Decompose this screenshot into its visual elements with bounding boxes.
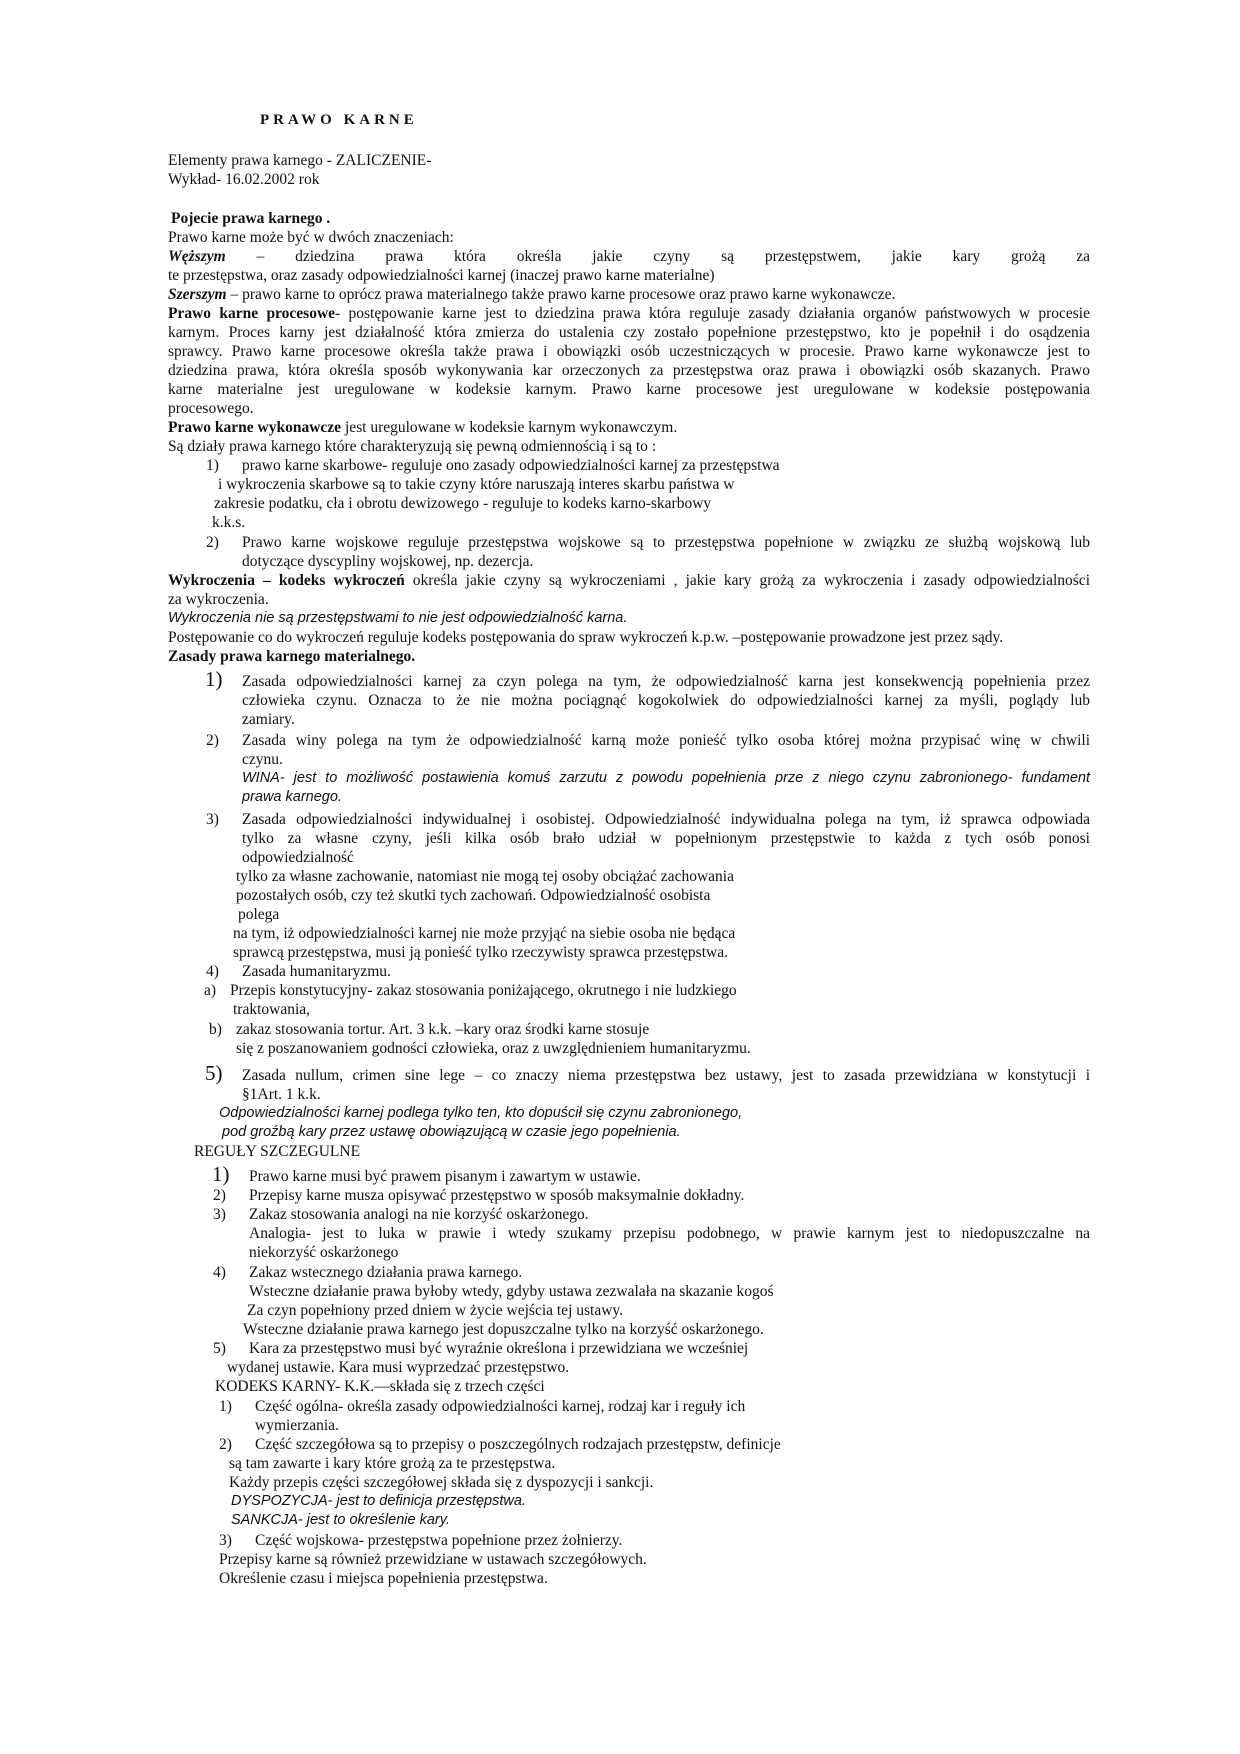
- subtitle-course: Elementy prawa karnego - ZALICZENIE-: [168, 152, 432, 169]
- code-part-3-number: 3): [219, 1532, 232, 1549]
- branch-1-line-2: i wykroczenia skarbowe są to takie czyny które naruszają interes skarbu państwa w: [218, 476, 735, 493]
- label-offences: Wykroczenia – kodeks wykroczeń: [168, 572, 405, 589]
- principle-4a-letter: a): [204, 982, 217, 999]
- principle-3-line-1: Zasada odpowiedzialności indywidualnej i osobistej. Odpowiedzialność indywidualna polega na tym, iż sprawca odpowiada: [242, 811, 1090, 828]
- branch-1-line-1: prawo karne skarbowe- reguluje ono zasady odpowiedzialności karnej za przestępstwa: [242, 457, 780, 474]
- text-broad: – prawo karne to oprócz prawa materialnego także prawo karne procesowe oraz prawo karne wykonawcze.: [226, 286, 896, 303]
- principle-4b-letter: b): [209, 1021, 222, 1038]
- label-procedural: Prawo karne procesowe: [168, 305, 336, 322]
- rule-4-text: Zakaz wstecznego działania prawa karnego.: [249, 1264, 523, 1281]
- rule-3-analogy-1: Analogia- jest to luka w prawie i wtedy szukamy przepisu podobnego, w prawie karnym jest to niedopuszczalne na: [249, 1225, 1090, 1242]
- principle-3-line-3: odpowiedzialność: [242, 849, 354, 866]
- branch-1-number: 1): [206, 457, 219, 474]
- principle-5-number: 5): [205, 1061, 223, 1085]
- code-part-1-line-2: wymierzania.: [255, 1417, 339, 1434]
- principle-4-line-1: Zasada humanitaryzmu.: [242, 963, 391, 980]
- principle-5-line-1: Zasada nullum, crimen sine lege – co znaczy niema przestępstwa bez ustawy, jest to zasada przewidziana w konstytucji i: [242, 1067, 1090, 1084]
- text-narrow: – dziedzina prawa która określa jakie czyny są przestępstwem, jakie kary grożą za: [225, 248, 1090, 265]
- procedural-line-1: [168, 304, 1090, 323]
- principle-1-line-1: Zasada odpowiedzialności karnej za czyn polega na tym, że odpowiedzialność karna jest konsekwencją popełnienia przez: [242, 673, 1090, 690]
- principle-5-line-2: §1Art. 1 k.k.: [242, 1086, 321, 1103]
- principle-2-number: 2): [206, 732, 219, 749]
- code-part-1-line-1: Część ogólna- określa zasady odpowiedzialności karnej, rodzaj kar i reguły ich: [255, 1398, 746, 1415]
- branch-2-line-1: Prawo karne wojskowe reguluje przestępstwa wojskowe są to przestępstwa popełnione w związku ze służbą wojskową lub: [242, 534, 1090, 551]
- principle-1-line-3: zamiary.: [242, 711, 295, 728]
- label-executive: Prawo karne wykonawcze: [168, 419, 342, 436]
- rule-4-number: 4): [213, 1264, 226, 1281]
- code-part-1-number: 1): [219, 1398, 232, 1415]
- principle-3-line-4: tylko za własne zachowanie, natomiast nie mogą tej osoby obciążać zachowania: [236, 868, 734, 885]
- code-part-3-line-1: Część wojskowa- przestępstwa popełnione przez żołnierzy.: [255, 1532, 623, 1549]
- branch-1-line-3: zakresie podatku, cła i obrotu dewizowego - reguluje to kodeks karno-skarbowy: [214, 495, 712, 512]
- rule-2-number: 2): [213, 1187, 226, 1204]
- principle-2-definition-2: prawa karnego.: [242, 789, 342, 805]
- rule-5-line-2: wydanej ustawie. Kara musi wyprzedzać przestępstwo.: [227, 1359, 570, 1376]
- rule-4-line-2: Za czyn popełniony przed dniem w życie wejścia tej ustawy.: [247, 1302, 624, 1319]
- procedural-line-2: karnym. Proces karny jest działalność która zmierza do ustalenia czy zostało popełnione przestępstwo, kto je popełnił i do osądzenia: [168, 324, 1090, 341]
- heading-principles: Zasady prawa karnego materialnego.: [168, 648, 416, 665]
- principle-3-line-7: na tym, iż odpowiedzialności karnej nie może przyjąć na siebie osoba nie będąca: [233, 925, 736, 942]
- paragraph-broad-meaning: [168, 285, 895, 304]
- paragraph-intro: Prawo karne może być w dwóch znaczeniach:: [168, 229, 454, 246]
- code-sanction: SANKCJA- jest to określenie kary.: [231, 1512, 450, 1528]
- procedural-text-1: - postępowanie karne jest to dziedzina prawa która reguluje zasady działania organów państwowych w procesie: [335, 305, 1090, 322]
- principle-4a-line-2: traktowania,: [233, 1001, 311, 1018]
- offences-note: Wykroczenia nie są przestępstwami to nie jest odpowiedzialność karna.: [168, 610, 628, 626]
- branch-2-line-2: dotyczące dyscypliny wojskowej, np. dezercja.: [242, 553, 534, 570]
- offences-line-1: [168, 571, 1090, 590]
- code-disposition: DYSPOZYCJA- jest to definicja przestępstwa.: [231, 1493, 526, 1509]
- code-part-2-line-1: Część szczegółowa są to przepisy o poszczególnych rodzajach przestępstw, definicje: [255, 1436, 781, 1453]
- procedural-line-4: dziedzina prawa, która określa sposób wykonywania kar orzeczonych za przestępstwa oraz prawa i obowiązki osób skazanych. Prawo: [168, 362, 1090, 379]
- paragraph-narrow-cont: te przestępstwa, oraz zasady odpowiedzialności karnej (inaczej prawo karne materialne): [168, 267, 715, 284]
- offences-line-2: za wykroczenia.: [168, 591, 269, 608]
- principle-3-line-6: polega: [238, 906, 280, 923]
- principle-2-line-2: czynu.: [242, 751, 283, 768]
- offences-text: określa jakie czyny są wykroczeniami , jakie kary grożą za wykroczenia i zasady odpowiedzialności: [404, 572, 1090, 589]
- principle-3-line-2: tylko za własne czyny, jeśli kilka osób brało udział w popełnionym przestępstwie to każda z tych osób ponosi: [242, 830, 1090, 847]
- principle-1-number: 1): [205, 667, 223, 691]
- rule-2-text: Przepisy karne musza opisywać przestępstwo w sposób maksymalnie dokładny.: [249, 1187, 745, 1204]
- rule-1-number: 1): [212, 1162, 230, 1186]
- closing-line-1: Przepisy karne są również przewidziane w ustawach szczegółowych.: [219, 1551, 647, 1568]
- rule-3-number: 3): [213, 1206, 226, 1223]
- branch-1-line-4: k.k.s.: [212, 514, 246, 531]
- rule-3-text: Zakaz stosowania analogi na nie korzyść oskarżonego.: [249, 1206, 589, 1223]
- code-part-2-line-3: Każdy przepis części szczegółowej składa się z dyspozycji i sankcji.: [229, 1474, 654, 1491]
- executive-law: [168, 418, 677, 437]
- principle-2-line-1: Zasada winy polega na tym że odpowiedzialność karną może ponieść tylko osoba której można przypisać winę w chwili: [242, 732, 1090, 749]
- label-narrow: Węższym: [168, 248, 226, 265]
- paragraph-narrow-meaning: [168, 247, 1090, 266]
- procedural-line-6: procesowego.: [168, 400, 254, 417]
- closing-line-2: Określenie czasu i miejsca popełnienia przestępstwa.: [219, 1570, 548, 1587]
- principle-2-definition-1: WINA- jest to możliwość postawienia komuś zarzutu z powodu popełnienia prze z niego czynu zabronionego- fundament: [242, 770, 1090, 786]
- rule-3-analogy-2: niekorzyść oskarżonego: [249, 1244, 399, 1261]
- label-broad: Szerszym: [168, 286, 227, 303]
- procedural-line-3: sprawcy. Prawo karne procesowe określa także prawa i obowiązki osób uczestniczących w procesie. Prawo karne wykonawcze jest to: [168, 343, 1090, 360]
- principle-5-quote-1: Odpowiedzialności karnej podlega tylko ten, kto dopuścił się czynu zabronionego,: [219, 1105, 743, 1121]
- text-executive: jest uregulowane w kodeksie karnym wykonawczym.: [341, 419, 678, 436]
- principle-1-line-2: człowieka czynu. Oznacza to że nie można pociągnąć kogokolwiek do odpowiedzialności karnej za myśli, poglądy lub: [242, 692, 1090, 709]
- document-title: PRAWO KARNE: [260, 112, 418, 128]
- subtitle-lecture-date: Wykład- 16.02.2002 rok: [168, 171, 320, 188]
- principle-4b-line-1: zakaz stosowania tortur. Art. 3 k.k. –kary oraz środki karne stosuje: [236, 1021, 650, 1038]
- principle-4a-line-1: Przepis konstytucyjny- zakaz stosowania poniżającego, okrutnego i nie ludzkiego: [230, 982, 737, 999]
- rule-5-line-1: Kara za przestępstwo musi być wyraźnie określona i przewidziana we wcześniej: [249, 1340, 749, 1357]
- heading-penal-code: KODEKS KARNY- K.K.—składa się z trzech części: [215, 1378, 545, 1395]
- heading-definition: Pojecie prawa karnego .: [171, 210, 331, 227]
- offences-procedure: Postępowanie co do wykroczeń reguluje kodeks postępowania do spraw wykroczeń k.p.w. –postępowanie prowadzone jest przez sądy.: [168, 629, 1004, 646]
- principle-3-number: 3): [206, 811, 219, 828]
- principle-3-line-5: pozostałych osób, czy też skutki tych zachowań. Odpowiedzialność osobista: [236, 887, 711, 904]
- principle-5-quote-2: pod groźbą kary przez ustawę obowiązującą w czasie jego popełnienia.: [222, 1124, 681, 1140]
- rule-1-text: Prawo karne musi być prawem pisanym i zawartym w ustawie.: [249, 1168, 641, 1185]
- code-part-2-line-2: są tam zawarte i kary które grożą za te przestępstwa.: [229, 1455, 556, 1472]
- branches-intro: Są działy prawa karnego które charakteryzują się pewną odmiennością i są to :: [168, 438, 657, 455]
- procedural-line-5: karne materialne jest uregulowane w kodeksie karnym. Prawo karne procesowe jest uregulowane w kodeksie postępowania: [168, 381, 1090, 398]
- principle-4-number: 4): [206, 963, 219, 980]
- heading-special-rules: REGUŁY SZCZEGULNE: [194, 1143, 361, 1160]
- principle-4b-line-2: się z poszanowaniem godności człowieka, oraz z uwzględnieniem humanitaryzmu.: [236, 1040, 751, 1057]
- rule-4-line-3: Wsteczne działanie prawa karnego jest dopuszczalne tylko na korzyść oskarżonego.: [243, 1321, 764, 1338]
- code-part-2-number: 2): [219, 1436, 232, 1453]
- branch-2-number: 2): [206, 534, 219, 551]
- rule-5-number: 5): [213, 1340, 226, 1357]
- principle-3-line-8: sprawcą przestępstwa, musi ją ponieść tylko rzeczywisty sprawca przestępstwa.: [233, 944, 728, 961]
- rule-4-line-1: Wsteczne działanie prawa byłoby wtedy, gdyby ustawa zezwalała na skazanie kogoś: [249, 1283, 774, 1300]
